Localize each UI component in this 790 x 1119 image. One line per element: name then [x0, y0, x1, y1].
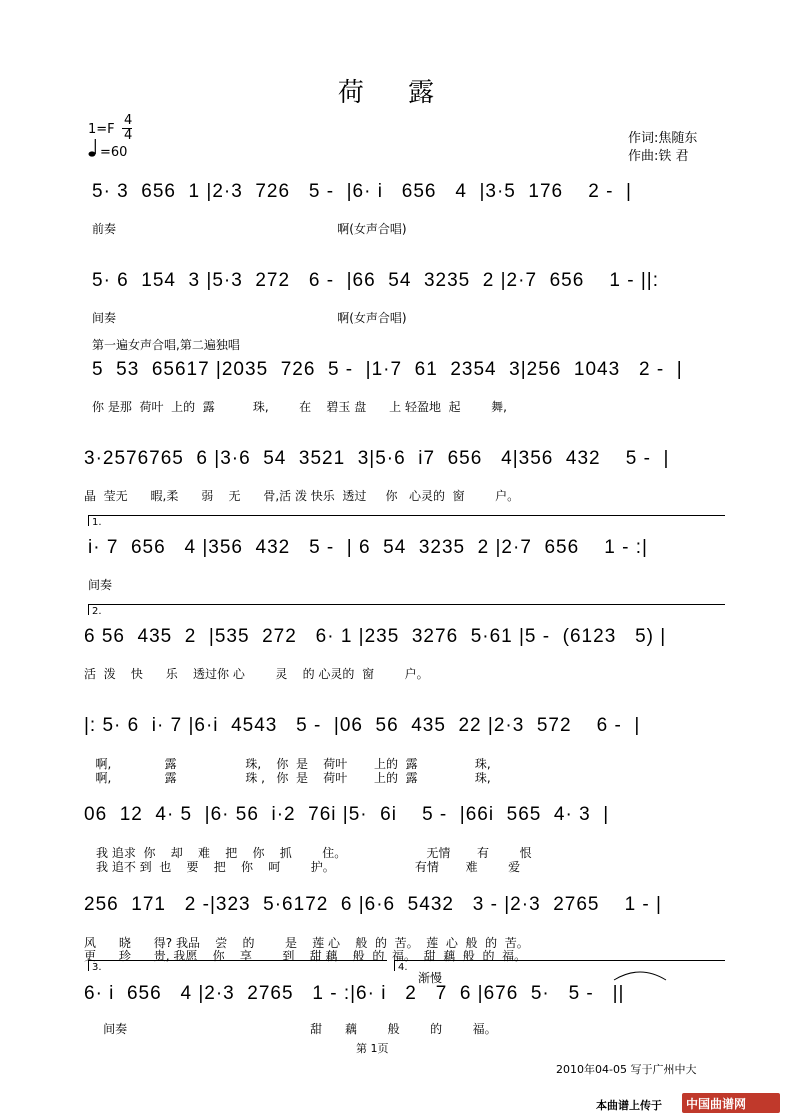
page-title: 荷 露	[337, 78, 453, 108]
time-signature-top: 4	[124, 113, 133, 128]
volta-bracket-1	[88, 515, 725, 526]
volta-bracket-3	[88, 960, 387, 971]
upload-notice: 本曲谱上传于	[596, 1099, 662, 1112]
lyric-row-7b: 啊, 露 珠 , 你 是 荷叶 上的 露 珠,	[84, 771, 491, 785]
volta-bracket-4	[394, 960, 725, 971]
lyric-row-7a: 啊, 露 珠, 你 是 荷叶 上的 露 珠,	[84, 757, 491, 771]
date-location: 2010年04-05 写于广州中大	[556, 1063, 697, 1076]
lyric-row-2: 间奏 啊(女声合唱)	[92, 311, 407, 325]
volta-label-1: 1.	[92, 517, 102, 528]
volta-label-2: 2.	[92, 606, 102, 617]
lyric-row-4: 晶 莹无 暇,柔 弱 无 骨,活 泼 快乐 透过 你 心灵的 窗 户。	[84, 489, 520, 503]
ritardando-marking: 渐慢	[418, 971, 443, 985]
lyric-row-9b: 更 珍 贵, 我愿 你 享 到 甜 藕 般 的 福。 甜 藕 般 的 福。	[84, 949, 527, 963]
lyric-row-10: 间奏 甜 藕 般 的 福。	[84, 1022, 497, 1036]
notation-row-10: 6· i 656 4 |2·3 2765 1 - :|6· i 2 7 6 |676 5· 5 - ||	[84, 983, 625, 1004]
performance-note: 第一遍女声合唱,第二遍独唱	[92, 338, 240, 352]
lyric-row-9a: 风 晓 得? 我品 尝 的 是 莲 心 般 的 苦。 莲 心 般 的 苦。	[84, 936, 529, 950]
lyric-row-1: 前奏 啊(女声合唱)	[92, 222, 407, 236]
notation-row-8: 06 12 4· 5 |6· 56 i·2 76i |5· 6i 5 - |66i 565 4· 3 |	[84, 804, 610, 825]
tempo-marking: =60	[100, 145, 128, 160]
lyric-row-6: 活 泼 快 乐 透过你 心 灵 的 心灵的 窗 户。	[84, 667, 429, 681]
volta-bracket-2	[88, 604, 725, 615]
notation-row-3: 5 53 65617 |2035 726 5 - |1·7 61 2354 3|256 1043 2 - |	[92, 359, 683, 380]
volta-label-3: 3.	[92, 962, 102, 973]
notation-row-1: 5· 3 656 1 |2·3 726 5 - |6· i 656 4 |3·5 176 2 - |	[92, 181, 632, 202]
notation-row-9: 256 171 2 -|323 5·6172 6 |6·6 5432 3 - |2·3 2765 1 - |	[84, 894, 662, 915]
page-number: 第 1页	[356, 1042, 389, 1055]
lyric-row-5: 间奏	[88, 578, 113, 592]
volta-label-4: 4.	[398, 962, 408, 973]
notation-row-4: 3·2576765 6 |3·6 54 3521 3|5·6 i7 656 4|356 432 5 - |	[84, 448, 670, 469]
lyric-row-8b: 我 追不 到 也 要 把 你 呵 护。 有情 难 爱	[96, 860, 521, 874]
site-logo: 中国曲谱网	[686, 1097, 747, 1111]
quarter-note-icon	[88, 137, 98, 163]
notation-row-2: 5· 6 154 3 |5·3 272 6 - |66 54 3235 2 |2·7 656 1 - ||:	[92, 270, 659, 291]
key-signature: 1=F	[88, 122, 115, 137]
notation-row-7: |: 5· 6 i· 7 |6·i 4543 5 - |06 56 435 22 |2·3 572 6 - |	[84, 715, 641, 736]
composer-credit: 作曲:铁 君	[628, 149, 689, 164]
time-signature-bottom: 4	[124, 128, 133, 143]
lyric-row-3: 你 是那 荷叶 上的 露 珠, 在 碧玉 盘 上 轻盈地 起 舞,	[92, 400, 507, 414]
notation-row-5: i· 7 656 4 |356 432 5 - | 6 54 3235 2 |2·7 656 1 - :|	[88, 537, 648, 558]
lyric-row-8a: 我 追求 你 却 难 把 你 抓 住。 无情 有 恨	[96, 846, 532, 860]
lyricist-credit: 作词:焦随东	[628, 131, 698, 146]
notation-row-6: 6 56 435 2 |535 272 6· 1 |235 3276 5·61 |5 - (6123 5) |	[84, 626, 667, 647]
